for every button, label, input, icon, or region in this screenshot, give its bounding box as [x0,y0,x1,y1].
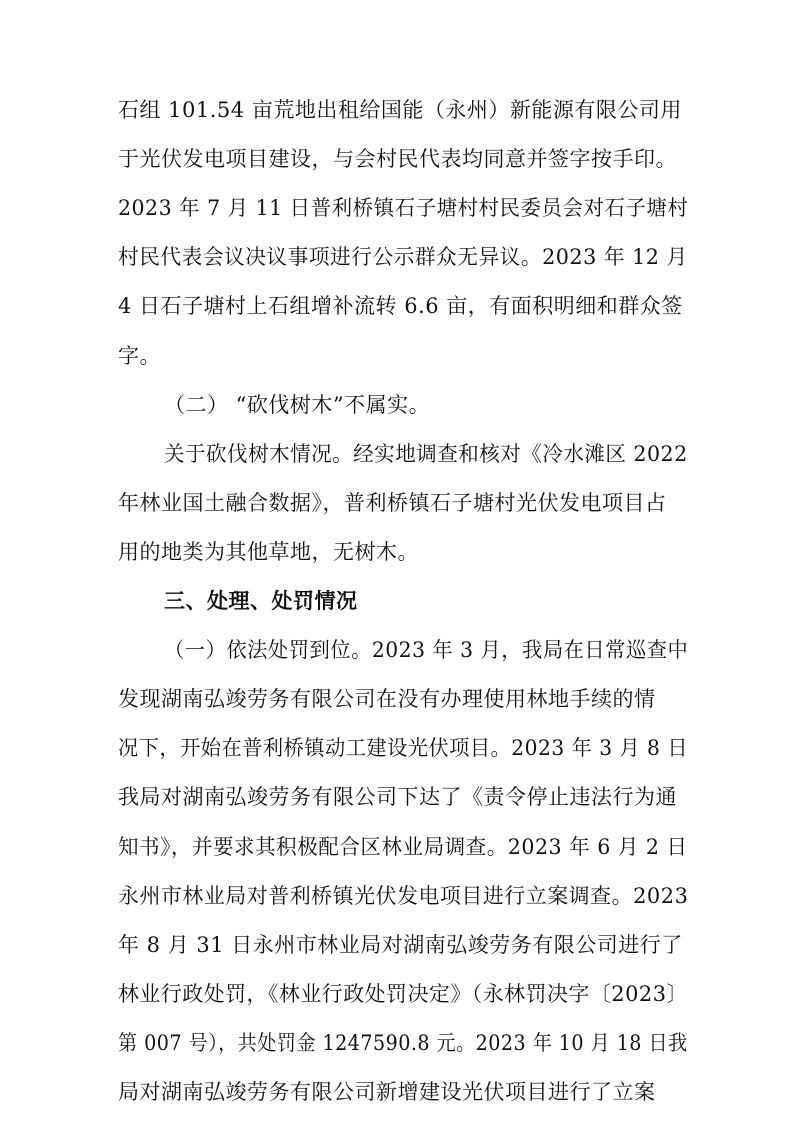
text-line: 局对湖南弘竣劳务有限公司新增建设光伏项目进行了立案 [118,1080,656,1104]
section-heading: 三、处理、处罚情况 [164,589,358,613]
text-line: 知书》，并要求其积极配合区林业局调查。2023 年 6 月 2 日 [118,835,688,859]
section-subheading: （二） “砍伐树木”不属实。 [164,393,431,417]
text-line: 我局对湖南弘竣劳务有限公司下达了《责令停止违法行为通 [118,785,677,809]
text-line: （一）依法处罚到位。2023 年 3 月，我局在日常巡查中 [164,638,689,662]
text-line: 村民代表会议决议事项进行公示群众无异议。2023 年 12 月 [118,245,688,269]
text-line: 字。 [118,344,161,368]
text-line: 第 007 号），共处罚金 1247590.8 元。2023 年 10 月 18 日我 [118,1031,688,1055]
text-line: 2023 年 7 月 11 日普利桥镇石子塘村村民委员会对石子塘村 [118,196,689,220]
text-line: 4 日石子塘村上石组增补流转 6.6 亩，有面积明细和群众签 [118,294,683,318]
text-line: 年林业国土融合数据》，普利桥镇石子塘村光伏发电项目占 [118,491,667,515]
text-line: 于光伏发电项目建设，与会村民代表均同意并签字按手印。 [118,147,677,171]
text-line: 用的地类为其他草地，无树木。 [118,540,419,564]
text-line: 石组 101.54 亩荒地出租给国能（永州）新能源有限公司用 [118,98,682,122]
text-line: 关于砍伐树木情况。经实地调查和核对《冷水滩区 2022 [164,442,688,466]
text-line: 况下，开始在普利桥镇动工建设光伏项目。2023 年 3 月 8 日 [118,736,689,760]
text-line: 发现湖南弘竣劳务有限公司在没有办理使用林地手续的情 [118,687,656,711]
text-line: 林业行政处罚，《林业行政处罚决定》（永林罚决字〔2023〕 [118,982,688,1006]
text-line: 永州市林业局对普利桥镇光伏发电项目进行立案调查。2023 [118,884,689,908]
text-line: 年 8 月 31 日永州市林业局对湖南弘竣劳务有限公司进行了 [118,933,683,957]
